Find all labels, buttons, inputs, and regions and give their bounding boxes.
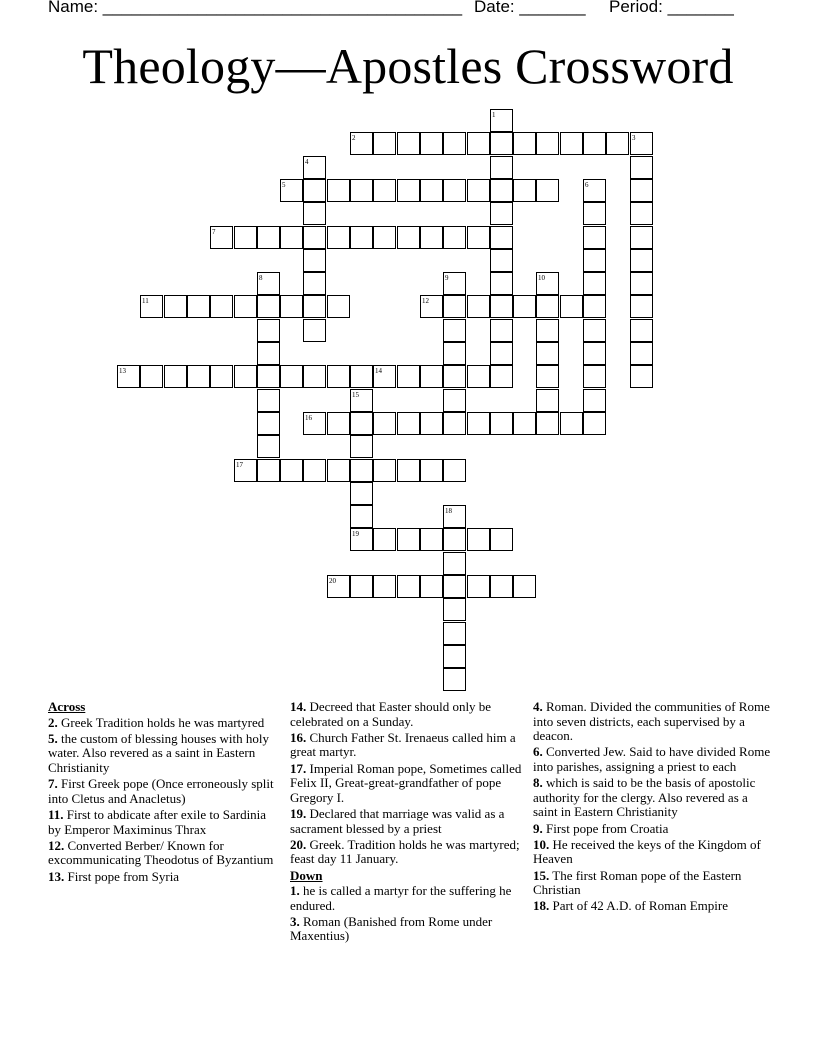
crossword-cell[interactable] xyxy=(560,132,583,155)
crossword-cell[interactable] xyxy=(373,459,396,482)
crossword-cell[interactable] xyxy=(373,575,396,598)
crossword-cell[interactable] xyxy=(420,226,443,249)
crossword-cell[interactable] xyxy=(350,435,373,458)
crossword-cell[interactable] xyxy=(257,412,280,435)
clue-number: 14 xyxy=(375,367,382,375)
clue-number: 17 xyxy=(236,461,243,469)
crossword-cell[interactable] xyxy=(303,319,326,342)
clue-number: 18 xyxy=(445,507,452,515)
crossword-cell[interactable] xyxy=(630,156,653,179)
crossword-cell[interactable] xyxy=(490,202,513,225)
crossword-cell[interactable] xyxy=(630,295,653,318)
crossword-cell[interactable] xyxy=(234,295,257,318)
crossword-cell[interactable] xyxy=(467,412,490,435)
crossword-cell[interactable] xyxy=(257,319,280,342)
crossword-cell[interactable] xyxy=(536,412,559,435)
crossword-cell[interactable] xyxy=(140,295,163,318)
crossword-cell[interactable] xyxy=(443,412,466,435)
crossword-cell[interactable] xyxy=(443,132,466,155)
clue-number: 5 xyxy=(282,181,286,189)
crossword-cell[interactable] xyxy=(257,272,280,295)
crossword-cell[interactable] xyxy=(443,342,466,365)
crossword-cell[interactable] xyxy=(490,272,513,295)
crossword-cell[interactable] xyxy=(327,179,350,202)
crossword-cell[interactable] xyxy=(140,365,163,388)
clue-number: 3 xyxy=(632,134,636,142)
clue-down-6: 6. Converted Jew. Said to have divided Rome into parishes, assigning a priest to each xyxy=(533,744,771,774)
crossword-cell[interactable] xyxy=(420,459,443,482)
clue-across-5: 5. the custom of blessing houses with holy water. Also revered as a saint in Eastern Christianity xyxy=(48,730,269,775)
crossword-cell[interactable] xyxy=(443,272,466,295)
crossword-cell[interactable] xyxy=(397,132,420,155)
crossword-cell[interactable] xyxy=(467,295,490,318)
crossword-cell[interactable] xyxy=(350,505,373,528)
crossword-cell[interactable] xyxy=(327,226,350,249)
crossword-cell[interactable] xyxy=(234,365,257,388)
crossword-cell[interactable] xyxy=(630,132,653,155)
crossword-cell[interactable] xyxy=(187,295,210,318)
crossword-cell[interactable] xyxy=(350,389,373,412)
name-field[interactable]: Name: ______________________________________ xyxy=(48,0,463,16)
crossword-cell[interactable] xyxy=(490,179,513,202)
crossword-cell[interactable] xyxy=(583,179,606,202)
clue-number: 15 xyxy=(352,391,359,399)
crossword-cell[interactable] xyxy=(350,365,373,388)
crossword-cell[interactable] xyxy=(443,505,466,528)
crossword-cell[interactable] xyxy=(630,179,653,202)
crossword-cell[interactable] xyxy=(373,179,396,202)
crossword-cell[interactable] xyxy=(513,132,536,155)
crossword-cell[interactable] xyxy=(303,365,326,388)
crossword-cell[interactable] xyxy=(350,575,373,598)
crossword-cell[interactable] xyxy=(583,412,606,435)
clue-down-18: 18. Part of 42 A.D. of Roman Empire xyxy=(533,898,728,914)
crossword-cell[interactable] xyxy=(606,132,629,155)
crossword-cell[interactable] xyxy=(443,179,466,202)
crossword-cell[interactable] xyxy=(490,226,513,249)
crossword-cell[interactable] xyxy=(420,412,443,435)
crossword-cell[interactable] xyxy=(327,365,350,388)
crossword-cell[interactable] xyxy=(210,365,233,388)
crossword-cell[interactable] xyxy=(490,109,513,132)
clue-number: 12 xyxy=(422,297,429,305)
clue-number: 10 xyxy=(538,274,545,282)
crossword-cell[interactable] xyxy=(303,226,326,249)
crossword-cell[interactable] xyxy=(490,342,513,365)
crossword-cell[interactable] xyxy=(490,295,513,318)
crossword-cell[interactable] xyxy=(350,412,373,435)
crossword-cell[interactable] xyxy=(490,365,513,388)
crossword-cell[interactable] xyxy=(536,295,559,318)
clue-down-10: 10. He received the keys of the Kingdom of Heaven xyxy=(533,836,761,867)
crossword-cell[interactable] xyxy=(280,226,303,249)
crossword-cell[interactable] xyxy=(536,179,559,202)
crossword-cell[interactable] xyxy=(630,319,653,342)
clue-number: 1 xyxy=(492,111,496,119)
crossword-cell[interactable] xyxy=(303,202,326,225)
crossword-cell[interactable] xyxy=(443,552,466,575)
crossword-cell[interactable] xyxy=(443,459,466,482)
crossword-cell[interactable] xyxy=(630,365,653,388)
crossword-cell[interactable] xyxy=(536,389,559,412)
crossword-cell[interactable] xyxy=(280,295,303,318)
clue-across-17: 17. Imperial Roman pope, Sometimes called Felix II, Great-great-grandfather of pope Gregory I. xyxy=(290,760,522,805)
crossword-cell[interactable] xyxy=(117,365,140,388)
crossword-cell[interactable] xyxy=(513,412,536,435)
crossword-cell[interactable] xyxy=(583,272,606,295)
crossword-cell[interactable] xyxy=(420,179,443,202)
across-heading: Across xyxy=(48,699,86,714)
crossword-cell[interactable] xyxy=(420,365,443,388)
crossword-cell[interactable] xyxy=(397,226,420,249)
crossword-cell[interactable] xyxy=(303,179,326,202)
clue-across-7: 7. First Greek pope (Once erroneously split into Cletus and Anacletus) xyxy=(48,776,274,806)
crossword-cell[interactable] xyxy=(583,132,606,155)
crossword-cell[interactable] xyxy=(397,528,420,551)
crossword-cell[interactable] xyxy=(490,412,513,435)
clue-number: 16 xyxy=(305,414,312,422)
crossword-cell[interactable] xyxy=(443,365,466,388)
crossword-cell[interactable] xyxy=(443,598,466,621)
crossword-cell[interactable] xyxy=(257,342,280,365)
crossword-cell[interactable] xyxy=(490,319,513,342)
crossword-cell[interactable] xyxy=(536,342,559,365)
crossword-cell[interactable] xyxy=(443,668,466,691)
clue-number: 7 xyxy=(212,228,216,236)
crossword-cell[interactable] xyxy=(536,319,559,342)
crossword-cell[interactable] xyxy=(257,226,280,249)
crossword-cell[interactable] xyxy=(373,412,396,435)
crossword-cell[interactable] xyxy=(397,459,420,482)
page-title: Theology—Apostles Crossword xyxy=(82,38,734,94)
crossword-cell[interactable] xyxy=(303,295,326,318)
crossword-cell[interactable] xyxy=(443,295,466,318)
crossword-cell[interactable] xyxy=(350,482,373,505)
date-field[interactable]: Date: _______ xyxy=(474,0,586,16)
clue-across-12: 12. Converted Berber/ Known for excommunicating Theodotus of Byzantium xyxy=(48,837,274,868)
crossword-cell[interactable] xyxy=(397,365,420,388)
crossword-cell[interactable] xyxy=(327,412,350,435)
crossword-cell[interactable] xyxy=(630,249,653,272)
crossword-cell[interactable] xyxy=(513,179,536,202)
crossword-cell[interactable] xyxy=(513,575,536,598)
clue-number: 11 xyxy=(142,297,149,305)
clue-across-20: 20. Greek. Tradition holds he was martyred; feast day 11 January. xyxy=(290,836,520,867)
crossword-cell[interactable] xyxy=(164,365,187,388)
crossword-cell[interactable] xyxy=(303,272,326,295)
crossword-cell[interactable] xyxy=(397,575,420,598)
clue-across-16: 16. Church Father St. Irenaeus called him a great martyr. xyxy=(290,729,516,760)
clue-across-19: 19. Declared that marriage was valid as a sacrament blessed by a priest xyxy=(290,805,505,836)
crossword-cell[interactable] xyxy=(630,272,653,295)
crossword-cell[interactable] xyxy=(513,295,536,318)
crossword-cell[interactable] xyxy=(373,528,396,551)
clue-down-4: 4. Roman. Divided the communities of Rome into seven districts, each supervised by a deacon. xyxy=(533,699,770,744)
crossword-cell[interactable] xyxy=(373,365,396,388)
crossword-cell[interactable] xyxy=(583,342,606,365)
crossword-cell[interactable] xyxy=(280,365,303,388)
crossword-cell[interactable] xyxy=(467,528,490,551)
down-heading: Down xyxy=(290,867,323,883)
crossword-cell[interactable] xyxy=(303,249,326,272)
clue-across-2: 2. Greek Tradition holds he was martyred xyxy=(48,714,265,730)
clue-number: 9 xyxy=(445,274,449,282)
crossword-cell[interactable] xyxy=(210,226,233,249)
crossword-cell[interactable] xyxy=(210,295,233,318)
clues-column-3 xyxy=(533,700,773,915)
crossword-cell[interactable] xyxy=(397,179,420,202)
crossword-cell[interactable] xyxy=(630,342,653,365)
crossword-cell[interactable] xyxy=(467,575,490,598)
clue-number: 6 xyxy=(585,181,589,189)
crossword-cell[interactable] xyxy=(490,156,513,179)
crossword-cell[interactable] xyxy=(257,295,280,318)
crossword-cell[interactable] xyxy=(467,179,490,202)
crossword-cell[interactable] xyxy=(257,389,280,412)
clue-down-15: 15. The first Roman pope of the Eastern Christian xyxy=(533,867,742,898)
crossword-cell[interactable] xyxy=(560,295,583,318)
crossword-cell[interactable] xyxy=(420,295,443,318)
crossword-cell[interactable] xyxy=(350,179,373,202)
crossword-cell[interactable] xyxy=(373,226,396,249)
crossword-cell[interactable] xyxy=(443,645,466,668)
crossword-cell[interactable] xyxy=(234,226,257,249)
crossword-cell[interactable] xyxy=(327,575,350,598)
clue-number: 4 xyxy=(305,158,309,166)
crossword-cell[interactable] xyxy=(536,132,559,155)
crossword-cell[interactable] xyxy=(583,365,606,388)
crossword-cell[interactable] xyxy=(443,528,466,551)
clue-number: 2 xyxy=(352,134,356,142)
crossword-cell[interactable] xyxy=(583,319,606,342)
crossword-cell[interactable] xyxy=(420,575,443,598)
clue-across-11: 11. First to abdicate after exile to Sardinia by Emperor Maximinus Thrax xyxy=(48,806,267,837)
period-field[interactable]: Period: _______ xyxy=(609,0,734,16)
crossword-cell[interactable] xyxy=(327,459,350,482)
clue-down-8: 8. which is said to be the basis of apostolic authority for the clergy. Also revered as a saint in Eastern Christianity xyxy=(533,775,756,820)
crossword-cell[interactable] xyxy=(583,249,606,272)
crossword-cell[interactable] xyxy=(536,365,559,388)
crossword-cell[interactable] xyxy=(443,226,466,249)
crossword-cell[interactable] xyxy=(467,365,490,388)
crossword-cell[interactable] xyxy=(630,226,653,249)
crossword-cell[interactable] xyxy=(490,249,513,272)
crossword-cell[interactable] xyxy=(350,226,373,249)
crossword-cell[interactable] xyxy=(490,575,513,598)
clue-number: 19 xyxy=(352,530,359,538)
crossword-cell[interactable] xyxy=(630,202,653,225)
crossword-cell[interactable] xyxy=(303,412,326,435)
clue-down-9: 9. First pope from Croatia xyxy=(533,820,669,836)
clues-column-1 xyxy=(48,700,276,886)
crossword-cell[interactable] xyxy=(303,459,326,482)
crossword-cell[interactable] xyxy=(583,202,606,225)
crossword-cell[interactable] xyxy=(443,575,466,598)
clue-across-13: 13. First pope from Syria xyxy=(48,868,180,884)
crossword-cell[interactable] xyxy=(583,295,606,318)
crossword-cell[interactable] xyxy=(397,412,420,435)
crossword-cell[interactable] xyxy=(467,226,490,249)
crossword-cell[interactable] xyxy=(490,528,513,551)
crossword-cell[interactable] xyxy=(187,365,210,388)
crossword-cell[interactable] xyxy=(350,528,373,551)
clue-number: 20 xyxy=(329,577,336,585)
crossword-cell[interactable] xyxy=(443,319,466,342)
clue-number: 8 xyxy=(259,274,263,282)
crossword-cell[interactable] xyxy=(420,132,443,155)
crossword-cell[interactable] xyxy=(234,459,257,482)
crossword-cell[interactable] xyxy=(583,389,606,412)
crossword-cell[interactable] xyxy=(280,459,303,482)
crossword-cell[interactable] xyxy=(303,156,326,179)
crossword-cell[interactable] xyxy=(350,459,373,482)
crossword-cell[interactable] xyxy=(257,365,280,388)
crossword-cell[interactable] xyxy=(467,132,490,155)
crossword-cell[interactable] xyxy=(443,622,466,645)
crossword-cell[interactable] xyxy=(583,226,606,249)
crossword-cell[interactable] xyxy=(257,459,280,482)
clue-across-14: 14. Decreed that Easter should only be celebrated on a Sunday. xyxy=(290,699,492,729)
crossword-cell[interactable] xyxy=(373,132,396,155)
crossword-cell[interactable] xyxy=(536,272,559,295)
clue-number: 13 xyxy=(119,367,126,375)
crossword-cell[interactable] xyxy=(327,295,350,318)
crossword-cell[interactable] xyxy=(257,435,280,458)
crossword-cell[interactable] xyxy=(420,528,443,551)
clue-down-1: 1. he is called a martyr for the suffering he endured. xyxy=(290,883,512,913)
clues-column-2 xyxy=(290,700,522,946)
crossword-cell[interactable] xyxy=(490,132,513,155)
crossword-cell[interactable] xyxy=(560,412,583,435)
crossword-cell[interactable] xyxy=(280,179,303,202)
clue-down-3: 3. Roman (Banished from Rome under Maxentius) xyxy=(290,913,493,944)
crossword-cell[interactable] xyxy=(164,295,187,318)
crossword-cell[interactable] xyxy=(350,132,373,155)
crossword-cell[interactable] xyxy=(443,389,466,412)
